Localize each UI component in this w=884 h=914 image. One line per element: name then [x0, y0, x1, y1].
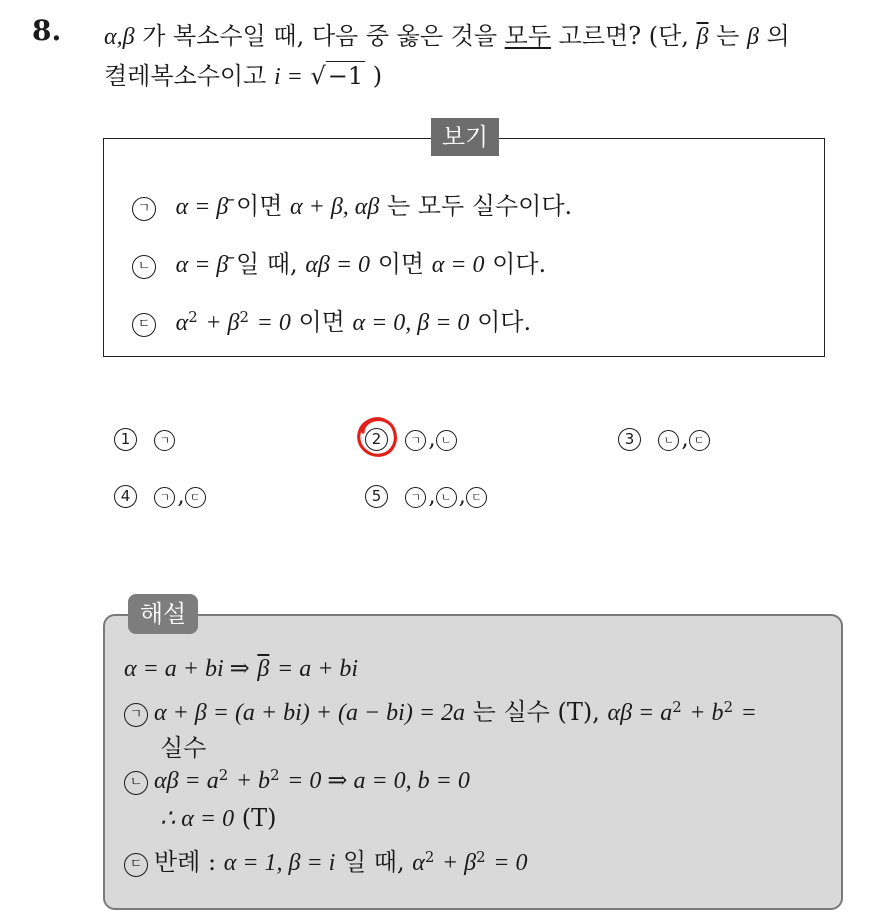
math-beta: β	[746, 24, 759, 50]
question-text-4: 의	[766, 22, 790, 50]
solution-line-1	[124, 654, 358, 683]
question-line-2: 켤레복소수이고 i = √−1 )	[104, 62, 383, 90]
solution-text: 는 실수 (T),	[472, 698, 600, 726]
solution-line-6	[124, 842, 527, 877]
giyeok-mark: ㄱ	[132, 197, 156, 221]
math-expr: αβ = a	[154, 768, 219, 794]
math-expr: αβ = 0	[305, 252, 371, 278]
digeut-mark: ㄷ	[689, 430, 710, 451]
solution-title: 해설	[128, 594, 198, 634]
solution-text: 일 때,	[342, 848, 405, 876]
choice-number: 5	[365, 485, 388, 508]
math-expr: α = 1, β = i	[223, 850, 336, 876]
math-expr: α + β = (a + bi) + (a − bi) = 2a	[154, 700, 466, 726]
statement-nieun	[132, 244, 546, 279]
nieun-mark: ㄴ	[436, 487, 457, 508]
math-expr: α = β̄	[175, 252, 229, 278]
choice-1[interactable]	[114, 426, 177, 452]
solution-line-3	[160, 728, 206, 763]
choice-number: 2	[365, 428, 388, 451]
math-beta-bar: $\overline{\beta}$	[696, 24, 709, 50]
exponent: 2	[239, 307, 249, 326]
statement-text: 는 모두 실수이다.	[386, 192, 573, 220]
exponent: 2	[723, 697, 734, 716]
giyeok-mark: ㄱ	[405, 430, 426, 451]
math-sqrt-minus-one: −1	[327, 62, 364, 90]
math-expr: + b	[235, 768, 271, 794]
statement-giyeok	[132, 186, 572, 221]
digeut-mark: ㄷ	[466, 487, 487, 508]
math-expr: + β	[205, 310, 240, 336]
digeut-mark: ㄷ	[185, 487, 206, 508]
math-expr: α + β, αβ	[290, 194, 380, 220]
answer-circle-icon	[354, 414, 400, 460]
statement-text: 이면	[298, 308, 345, 336]
nieun-mark: ㄴ	[124, 771, 148, 795]
math-expr: α = 0, β = 0	[352, 310, 470, 336]
giyeok-mark: ㄱ	[405, 487, 426, 508]
math-expr: α	[412, 850, 425, 876]
bogi-title: 보기	[431, 118, 499, 156]
choice-3[interactable]: 3 ㄴ , ㄷ	[618, 426, 712, 452]
solution-text: 반례 :	[154, 848, 217, 876]
math-expr: =	[740, 700, 757, 726]
question-text-3: 는	[716, 22, 740, 50]
math-expr: α = β̄	[175, 194, 229, 220]
statement-text: 일 때,	[236, 250, 298, 278]
digeut-mark: ㄷ	[124, 853, 148, 877]
solution-line-4	[124, 766, 470, 795]
exponent: 2	[672, 697, 682, 716]
question-text-2: 고르면? (단,	[558, 22, 689, 50]
math-expr: ∴ α = 0	[160, 806, 235, 832]
question-text-5: 켤레복소수이고	[104, 62, 267, 90]
math-expr: = 0	[493, 850, 528, 876]
math-beta-bar: $\overline{\beta}$	[257, 656, 270, 682]
exponent: 2	[188, 307, 198, 326]
math-i-equals: i =	[273, 64, 303, 90]
choice-number: 4	[114, 485, 137, 508]
exponent: 2	[424, 847, 435, 866]
statement-digeut	[132, 302, 531, 337]
statement-text: 이면	[377, 250, 425, 278]
close-paren: )	[372, 62, 383, 90]
digeut-mark: ㄷ	[132, 313, 156, 337]
statement-text: 이다.	[492, 250, 547, 278]
question-number: 8.	[32, 14, 62, 47]
solution-text: 실수	[160, 734, 207, 762]
math-expr: αβ = a	[607, 700, 673, 726]
math-expr: α = 0	[431, 252, 485, 278]
math-expr: + β	[441, 850, 477, 876]
math-expr: α	[175, 310, 189, 336]
question-line-1	[104, 16, 790, 51]
nieun-mark: ㄴ	[436, 430, 457, 451]
choice-5[interactable]: 5 ㄱ , ㄴ , ㄷ	[365, 483, 489, 509]
math-expr: = a + bi	[277, 656, 359, 682]
giyeok-mark: ㄱ	[124, 703, 148, 727]
exponent: 2	[476, 847, 486, 866]
question-text-1: 가 복소수일 때, 다음 중 옳은 것을	[142, 22, 497, 50]
nieun-mark: ㄴ	[132, 255, 156, 279]
statement-text: 이다.	[477, 308, 532, 336]
exponent: 2	[218, 765, 229, 784]
choice-2[interactable]: 2 ㄱ , ㄴ	[365, 426, 459, 452]
nieun-mark: ㄴ	[658, 430, 679, 451]
solution-line-5	[160, 804, 276, 833]
choice-number: 3	[618, 428, 641, 451]
math-expr: α = a + bi ⇒	[124, 656, 250, 682]
giyeok-mark: ㄱ	[154, 430, 175, 451]
math-expr: + b	[689, 700, 724, 726]
math-expr: = 0	[256, 310, 291, 336]
statement-text: 이면	[236, 192, 283, 220]
giyeok-mark: ㄱ	[154, 487, 175, 508]
math-expr: = 0 ⇒ a = 0, b = 0	[287, 768, 470, 794]
choice-number: 1	[114, 428, 137, 451]
choice-4[interactable]: 4 ㄱ , ㄷ	[114, 483, 208, 509]
solution-line-2	[124, 692, 757, 727]
exponent: 2	[270, 765, 280, 784]
underlined-all: 모두	[504, 22, 552, 50]
true-tag: (T)	[241, 804, 277, 832]
math-alpha-beta: α,β	[104, 24, 135, 50]
